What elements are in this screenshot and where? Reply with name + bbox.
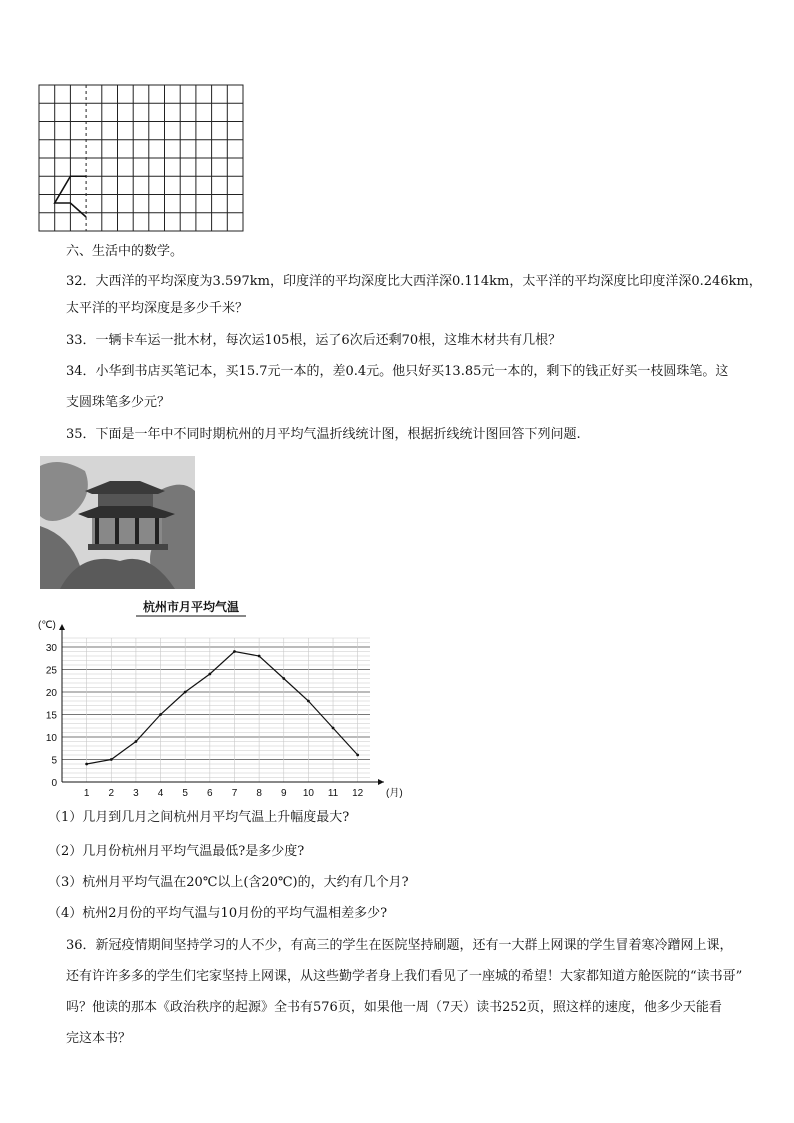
temperature-series-line xyxy=(87,652,358,765)
x-tick-label: 11 xyxy=(327,788,339,799)
x-tick-label: 12 xyxy=(352,788,364,799)
question-34-line-2: 支圆珠笔多少元？ xyxy=(66,395,171,410)
question-35-line-1: 35．下面是一年中不同时期杭州的月平均气温折线统计图，根据折线统计图回答下列问题. xyxy=(66,427,581,442)
y-tick-label: 15 xyxy=(45,710,57,722)
x-tick-label: 9 xyxy=(280,788,287,799)
x-tick-label: 4 xyxy=(157,788,164,799)
y-tick-label: 0 xyxy=(51,778,57,789)
data-point xyxy=(332,727,335,730)
y-tick-label: 30 xyxy=(45,643,57,654)
x-axis-label: (月) xyxy=(386,788,403,799)
sub-question-2: （2）几月份杭州月平均气温最低?是多少度? xyxy=(48,844,305,859)
data-point xyxy=(233,650,236,653)
data-point xyxy=(258,655,261,658)
x-tick-label: 8 xyxy=(256,788,262,799)
sub-question-1: （1）几月到几月之间杭州月平均气温上升幅度最大? xyxy=(48,810,350,825)
grid-drawing-figure xyxy=(36,82,246,234)
data-point xyxy=(184,691,187,694)
y-tick-label: 5 xyxy=(51,755,57,767)
sub-question-4: （4）杭州2月份的平均气温与10月份的平均气温相差多少? xyxy=(48,906,388,921)
question-32-line-2: 太平洋的平均深度是多少千米？ xyxy=(66,301,249,316)
x-tick-label: 3 xyxy=(133,788,139,799)
y-axis-arrow xyxy=(59,624,65,630)
sub-question-3: （3）杭州月平均气温在20℃以上(含20℃)的，大约有几个月? xyxy=(48,875,409,890)
question-36-line-3: 吗？他读的那本《政治秩序的起源》全书有576页，如果他一周（7天）读书252页，照这样的速度，他多少天能看 xyxy=(66,1000,722,1015)
y-tick-label: 20 xyxy=(45,688,57,699)
x-tick-label: 7 xyxy=(231,788,238,799)
x-tick-label: 2 xyxy=(108,788,115,799)
y-axis-label: (℃) xyxy=(38,620,56,631)
x-tick-label: 1 xyxy=(83,788,90,799)
question-36-line-4: 完这本书？ xyxy=(66,1031,132,1046)
question-36-line-1: 36．新冠疫情期间坚持学习的人不少，有高三的学生在医院坚持刷题，还有一大群上网课的学生冒着寒冷蹭网上课， xyxy=(66,938,733,953)
chart-title: 杭州市月平均气温 xyxy=(142,600,240,614)
pavilion-photo xyxy=(40,456,195,589)
x-tick-label: 5 xyxy=(182,788,188,799)
x-axis-arrow xyxy=(378,779,384,785)
section-heading: 六、生活中的数学。 xyxy=(66,244,184,259)
x-tick-label: 6 xyxy=(207,788,213,799)
pavilion-illustration xyxy=(40,456,195,589)
question-32-line-1: 32．大西洋的平均深度为3.597km，印度洋的平均深度比大西洋深0.114km，太平洋的平均深度比印度洋深0.246km， xyxy=(66,274,762,289)
y-tick-label: 25 xyxy=(45,665,57,677)
data-point xyxy=(159,713,162,716)
y-tick-label: 10 xyxy=(45,733,57,744)
question-36-line-2: 还有许许多多的学生们宅家坚持上网课，从这些勤学者身上我们看见了一座城的希望！大家都知道方舱医院的“读书哥” xyxy=(66,969,743,984)
data-point xyxy=(356,754,359,757)
data-point xyxy=(307,700,310,703)
question-34-line-1: 34．小华到书店买笔记本，买15.7元一本的，差0.4元。他只好买13.85元一本的，剩下的钱正好买一枝圆珠笔。这 xyxy=(66,364,729,379)
data-point xyxy=(282,677,285,680)
data-point xyxy=(85,763,88,766)
data-point xyxy=(135,740,138,743)
question-33-line-1: 33．一辆卡车运一批木材，每次运105根，运了6次后还剩70根，这堆木材共有几根？ xyxy=(66,333,562,348)
data-point xyxy=(110,758,113,761)
x-tick-label: 10 xyxy=(302,788,314,799)
data-point xyxy=(208,673,211,676)
temperature-line-chart xyxy=(30,598,403,800)
